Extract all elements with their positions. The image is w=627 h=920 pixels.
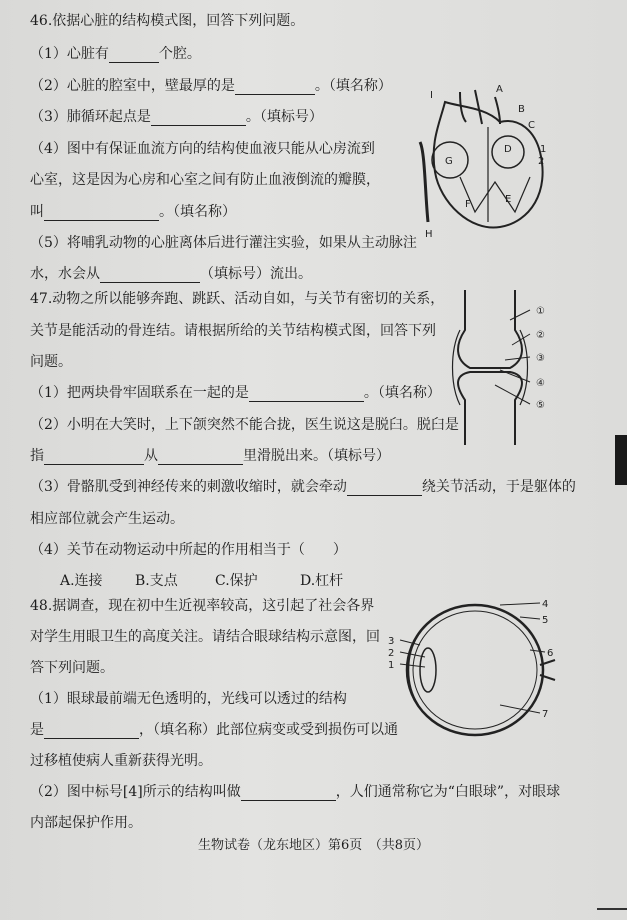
q47-option-b[interactable]: B.支点 — [135, 573, 178, 589]
heart-label-2: 2 — [538, 156, 545, 167]
q47-sub2-line1: （2）小明在大笑时，上下颌突然不能合拢，医生说这是脱臼。脱臼是 — [30, 417, 459, 433]
q46-sub4-line3-tail: 。（填名称） — [159, 204, 236, 220]
answer-blank[interactable] — [44, 206, 159, 221]
q47-sub2-line2-tail: 里滑脱出来。（填标号） — [243, 448, 390, 464]
answer-blank[interactable] — [241, 786, 336, 801]
q46-sub1-text: （1）心脏有 — [30, 46, 109, 62]
page-edge-mark — [615, 435, 627, 485]
q46-sub3-tail: 。（填标号） — [245, 109, 323, 125]
q47-sub1 — [30, 384, 441, 402]
q47-stem-line3: 问题。 — [30, 354, 72, 370]
page-footer: 生物试卷（龙东地区）第6页 （共8页） — [197, 838, 430, 853]
q46-sub4-line2: 心室，这是因为心房和心室之间有防止血液倒流的瓣膜， — [30, 172, 380, 188]
q47-option-a[interactable]: A.连接 — [60, 573, 103, 589]
q47-sub1-tail: 。（填名称） — [363, 385, 441, 401]
eye-label-6: 6 — [547, 648, 554, 659]
q46-sub5-line1: （5）将哺乳动物的心脏离体后进行灌注实验，如果从主动脉注 — [30, 235, 417, 251]
eye-label-3: 3 — [388, 636, 395, 647]
eye-label-5: 5 — [542, 615, 549, 626]
heart-label-c: C — [528, 120, 535, 131]
q46-sub5-line2-text: 水，水会从 — [30, 266, 100, 282]
heart-label-f: F — [465, 199, 471, 210]
q48-sub2-line1 — [30, 783, 560, 801]
q48-sub1-line3: 过移植使病人重新获得光明。 — [30, 753, 212, 769]
q48-stem-line2: 对学生用眼卫生的高度关注。请结合眼球结构示意图，回 — [30, 629, 380, 645]
q48-sub1-line2-text: 是 — [30, 722, 44, 738]
q46-sub2-tail: 。（填名称） — [314, 78, 392, 94]
joint-label-1: ① — [536, 306, 545, 317]
q47-sub2-line2 — [30, 447, 390, 465]
q48-sub1-line1: （1）眼球最前端无色透明的，光线可以透过的结构 — [30, 691, 347, 707]
page-corner-line — [597, 908, 627, 910]
q48-sub1-line2 — [30, 721, 398, 739]
q48-sub1-line2-tail: ，（填名称）此部位病变或受到损伤可以通 — [139, 722, 398, 738]
q47-stem-line2: 关节是能活动的骨连结。请根据所给的关节结构模式图，回答下列 — [30, 323, 436, 339]
heart-label-g: G — [445, 156, 453, 167]
q47-sub3-line1 — [30, 478, 576, 496]
heart-label-i: I — [430, 90, 433, 101]
q46-sub3-text: （3）肺循环起点是 — [30, 109, 151, 125]
answer-blank[interactable] — [151, 111, 246, 126]
joint-label-5: ⑤ — [536, 400, 545, 411]
q46-sub1-tail: 个腔。 — [158, 46, 201, 62]
q48-sub2-line2: 内部起保护作用。 — [30, 815, 142, 831]
eye-label-2: 2 — [388, 648, 395, 659]
heart-label-h: H — [425, 229, 433, 240]
q46-sub3 — [30, 108, 323, 126]
q48-sub2-tail: ，人们通常称它为“白眼球”，对眼球 — [335, 784, 561, 800]
heart-label-a: A — [496, 84, 503, 95]
q47-sub3-tail: 绕关节活动，于是躯体的 — [421, 479, 576, 495]
answer-blank[interactable] — [109, 48, 159, 63]
joint-label-4: ④ — [536, 378, 545, 389]
joint-diagram — [450, 290, 560, 445]
q46-sub2 — [30, 77, 392, 95]
q46-sub5-line2-tail: （填标号）流出。 — [200, 266, 312, 282]
answer-blank[interactable] — [158, 450, 243, 465]
eye-label-1: 1 — [388, 660, 395, 671]
q48-stem-line3: 答下列问题。 — [30, 660, 114, 676]
q46-sub4-line3 — [30, 203, 236, 221]
q48-sub2-text: （2）图中标号[4]所示的结构叫做 — [30, 784, 241, 800]
answer-blank[interactable] — [44, 724, 139, 739]
answer-blank[interactable] — [249, 387, 364, 402]
answer-blank[interactable] — [44, 450, 144, 465]
q46-sub1 — [30, 45, 201, 63]
heart-label-b: B — [518, 104, 525, 115]
q47-stem-line1: 47.动物之所以能够奔跑、跳跃、活动自如，与关节有密切的关系， — [30, 291, 445, 307]
answer-blank[interactable] — [347, 481, 422, 496]
q47-sub4: （4）关节在动物运动中所起的作用相当于（ ） — [30, 542, 347, 558]
q47-sub2-line2-text: 指 — [30, 448, 44, 464]
answer-blank[interactable] — [100, 268, 200, 283]
q46-sub2-text: （2）心脏的腔室中，壁最厚的是 — [30, 78, 235, 94]
heart-label-1: 1 — [540, 144, 547, 155]
q47-sub2-line2-mid: 从 — [144, 448, 158, 464]
q46-sub4-line1: （4）图中有保证血流方向的结构使血液只能从心房流到 — [30, 141, 375, 157]
eye-label-4: 4 — [542, 599, 549, 610]
q47-option-d[interactable]: D.杠杆 — [300, 573, 344, 589]
heart-diagram — [400, 82, 560, 242]
eye-diagram — [380, 595, 560, 745]
heart-label-e: E — [505, 194, 512, 205]
heart-label-d: D — [504, 144, 512, 155]
q46-stem: 46.依据心脏的结构模式图，回答下列问题。 — [30, 13, 305, 29]
q48-stem-line1: 48.据调查，现在初中生近视率较高，这引起了社会各界 — [30, 598, 375, 614]
q46-sub4-line3-text: 叫 — [30, 204, 44, 220]
q47-sub3-text: （3）骨骼肌受到神经传来的刺激收缩时，就会牵动 — [30, 479, 347, 495]
joint-label-3: ③ — [536, 353, 545, 364]
joint-label-2: ② — [536, 330, 545, 341]
q47-sub1-text: （1）把两块骨牢固联系在一起的是 — [30, 385, 249, 401]
q46-sub5-line2 — [30, 265, 312, 283]
q47-sub3-line2: 相应部位就会产生运动。 — [30, 511, 184, 527]
eye-label-7: 7 — [542, 709, 549, 720]
answer-blank[interactable] — [235, 80, 315, 95]
q47-option-c[interactable]: C.保护 — [215, 573, 258, 589]
